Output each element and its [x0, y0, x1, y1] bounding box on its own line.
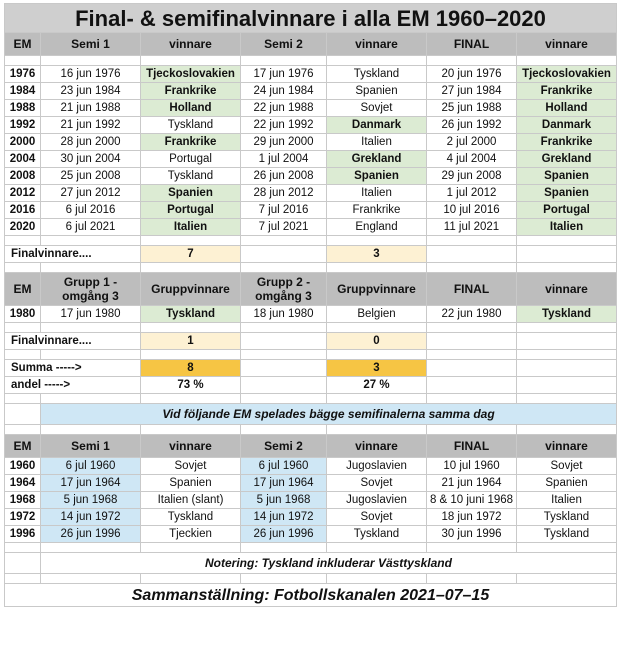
empty-cell [141, 574, 241, 584]
finalvinnare-label: Finalvinnare.... [5, 333, 141, 350]
semi1-date: 21 jun 1992 [41, 117, 141, 134]
table-row [5, 134, 617, 151]
empty-cell [427, 236, 517, 246]
table-row [5, 526, 617, 543]
semi2-date: 6 jul 1960 [241, 458, 327, 475]
final-date: 8 & 10 juni 1968 [427, 492, 517, 509]
semi1-winner: Holland [141, 100, 241, 117]
empty-cell [141, 394, 241, 404]
em-year: 2008 [5, 168, 41, 185]
em-year: 1964 [5, 475, 41, 492]
table-row [5, 475, 617, 492]
spreadsheet [4, 3, 616, 607]
empty-cell [241, 236, 327, 246]
empty-cell [141, 323, 241, 333]
empty-row [5, 323, 617, 333]
andel-semi1: 73 % [141, 377, 241, 394]
em-year: 1976 [5, 66, 41, 83]
semi1-winner: Portugal [141, 151, 241, 168]
final-date: 26 jun 1992 [427, 117, 517, 134]
semi2-date: 26 jun 1996 [241, 526, 327, 543]
column-header: vinnare [141, 435, 241, 458]
empty-cell [241, 333, 327, 350]
final-date: 25 jun 1988 [427, 100, 517, 117]
empty-cell [41, 574, 141, 584]
empty-cell [427, 350, 517, 360]
empty-cell [5, 394, 41, 404]
empty-cell [5, 404, 41, 425]
em-year: 1960 [5, 458, 41, 475]
empty-cell [427, 394, 517, 404]
em-winners-table [4, 3, 617, 607]
semi2-winner: Grekland [327, 151, 427, 168]
empty-cell [517, 543, 617, 553]
empty-row [5, 263, 617, 273]
table-row [5, 185, 617, 202]
empty-cell [427, 333, 517, 350]
final-winner: Frankrike [517, 134, 617, 151]
empty-cell [427, 263, 517, 273]
semi2-winner: Spanien [327, 168, 427, 185]
semi1-winner: Tyskland [141, 509, 241, 526]
empty-cell [427, 56, 517, 66]
summa-label: Summa -----> [5, 360, 141, 377]
semi2-winner: Sovjet [327, 475, 427, 492]
column-header: Semi 2 [241, 33, 327, 56]
semi1-date: 6 jul 1960 [41, 458, 141, 475]
column-header: EM [5, 273, 41, 306]
semi1-winner: Tyskland [141, 117, 241, 134]
empty-cell [517, 323, 617, 333]
empty-row [5, 236, 617, 246]
empty-cell [517, 236, 617, 246]
column-header: Semi 1 [41, 33, 141, 56]
final-date: 2 jul 2000 [427, 134, 517, 151]
semi1-date: 16 jun 1976 [41, 66, 141, 83]
semi2-date: 17 jun 1976 [241, 66, 327, 83]
semi2-winner: Danmark [327, 117, 427, 134]
finalvinnare-group1-count: 1 [141, 333, 241, 350]
column-header: FINAL [427, 33, 517, 56]
empty-cell [41, 323, 141, 333]
empty-cell [5, 350, 41, 360]
semi2-winner: Tyskland [327, 66, 427, 83]
column-header: Semi 2 [241, 435, 327, 458]
empty-cell [327, 350, 427, 360]
empty-cell [327, 56, 427, 66]
empty-cell [241, 350, 327, 360]
table-row [5, 151, 617, 168]
empty-cell [5, 56, 41, 66]
empty-cell [5, 543, 41, 553]
andel-semi2: 27 % [327, 377, 427, 394]
semi1-winner: Tjeckien [141, 526, 241, 543]
empty-row [5, 574, 617, 584]
column-header: EM [5, 435, 41, 458]
column-header: Grupp 2 - omgång 3 [241, 273, 327, 306]
empty-cell [241, 425, 327, 435]
empty-cell [427, 360, 517, 377]
final-date: 30 jun 1996 [427, 526, 517, 543]
final-winner: Italien [517, 492, 617, 509]
empty-cell [241, 360, 327, 377]
table-row [5, 202, 617, 219]
em-year: 1992 [5, 117, 41, 134]
empty-cell [327, 323, 427, 333]
em-year: 1980 [5, 306, 41, 323]
semi2-date: 28 jun 2012 [241, 185, 327, 202]
em-year: 1996 [5, 526, 41, 543]
semi1-date: 28 jun 2000 [41, 134, 141, 151]
empty-cell [41, 236, 141, 246]
em-year: 2016 [5, 202, 41, 219]
empty-cell [141, 425, 241, 435]
em-year: 2000 [5, 134, 41, 151]
table-row [5, 492, 617, 509]
same-day-notice: Vid följande EM spelades bägge semifinalerna samma dag [41, 404, 617, 425]
final-winner: Danmark [517, 117, 617, 134]
semi1-date: 21 jun 1988 [41, 100, 141, 117]
em-year: 1968 [5, 492, 41, 509]
semi2-winner: Jugoslavien [327, 492, 427, 509]
empty-cell [41, 394, 141, 404]
semi1-date: 27 jun 2012 [41, 185, 141, 202]
summa-row [5, 360, 617, 377]
table-row [5, 66, 617, 83]
em-year: 2012 [5, 185, 41, 202]
empty-cell [517, 360, 617, 377]
final-date: 11 jul 2021 [427, 219, 517, 236]
semi2-winner: Frankrike [327, 202, 427, 219]
column-header: vinnare [517, 435, 617, 458]
final-winner: Spanien [517, 185, 617, 202]
semi2-date: 14 jun 1972 [241, 509, 327, 526]
final-winner: Italien [517, 219, 617, 236]
group2-winner: Belgien [327, 306, 427, 323]
semi2-date: 22 jun 1988 [241, 100, 327, 117]
table-row [5, 509, 617, 526]
semi2-winner: Tyskland [327, 526, 427, 543]
semi1-date: 5 jun 1968 [41, 492, 141, 509]
em-year: 1988 [5, 100, 41, 117]
finalvinnare-label: Finalvinnare.... [5, 246, 141, 263]
final-winner: Frankrike [517, 83, 617, 100]
column-header: EM [5, 33, 41, 56]
empty-cell [241, 574, 327, 584]
empty-cell [241, 56, 327, 66]
finalvinnare-group2-count: 0 [327, 333, 427, 350]
final-winner: Tjeckoslovakien [517, 66, 617, 83]
final-date: 10 jul 1960 [427, 458, 517, 475]
semi1-winner: Frankrike [141, 134, 241, 151]
empty-cell [141, 236, 241, 246]
column-header: vinnare [327, 435, 427, 458]
em-year: 1984 [5, 83, 41, 100]
empty-cell [517, 377, 617, 394]
semi2-date: 7 jul 2016 [241, 202, 327, 219]
final-date: 29 jun 2008 [427, 168, 517, 185]
compilation-credit: Sammanställning: Fotbollskanalen 2021–07–15 [5, 584, 617, 607]
empty-cell [517, 56, 617, 66]
semi2-date: 29 jun 2000 [241, 134, 327, 151]
semi2-winner: Sovjet [327, 509, 427, 526]
semi1-date: 30 jun 2004 [41, 151, 141, 168]
final-winner: Holland [517, 100, 617, 117]
table-row [5, 83, 617, 100]
semi1-winner: Frankrike [141, 83, 241, 100]
column-header: vinnare [327, 33, 427, 56]
semi1-winner: Spanien [141, 475, 241, 492]
column-header: Grupp 1 - omgång 3 [41, 273, 141, 306]
final-winner: Tyskland [517, 526, 617, 543]
empty-row [5, 543, 617, 553]
semi1-winner: Italien [141, 219, 241, 236]
germany-note: Notering: Tyskland inkluderar Västtyskland [41, 553, 617, 574]
table-row [5, 168, 617, 185]
empty-cell [5, 574, 41, 584]
semi2-winner: Sovjet [327, 100, 427, 117]
title-row [5, 4, 617, 33]
final-date: 22 jun 1980 [427, 306, 517, 323]
semi2-date: 24 jun 1984 [241, 83, 327, 100]
table-row [5, 458, 617, 475]
final-date: 18 jun 1972 [427, 509, 517, 526]
andel-row [5, 377, 617, 394]
final-date: 20 jun 1976 [427, 66, 517, 83]
empty-cell [517, 394, 617, 404]
final-winner: Portugal [517, 202, 617, 219]
empty-cell [241, 323, 327, 333]
semi1-winner: Spanien [141, 185, 241, 202]
empty-cell [517, 350, 617, 360]
empty-cell [5, 553, 41, 574]
semi1-date: 17 jun 1964 [41, 475, 141, 492]
em-year: 2004 [5, 151, 41, 168]
group2-date: 18 jun 1980 [241, 306, 327, 323]
semi2-date: 22 jun 1992 [241, 117, 327, 134]
final-date: 4 jul 2004 [427, 151, 517, 168]
empty-cell [5, 236, 41, 246]
empty-cell [141, 543, 241, 553]
summa-semi1: 8 [141, 360, 241, 377]
semi1-winner: Portugal [141, 202, 241, 219]
table-row [5, 219, 617, 236]
empty-cell [41, 350, 141, 360]
semi1-date: 25 jun 2008 [41, 168, 141, 185]
column-header: Gruppvinnare [327, 273, 427, 306]
final-winner: Tyskland [517, 306, 617, 323]
empty-cell [427, 377, 517, 394]
group1-winner: Tyskland [141, 306, 241, 323]
empty-cell [5, 425, 41, 435]
empty-cell [141, 263, 241, 273]
empty-cell [5, 263, 41, 273]
final-winner: Sovjet [517, 458, 617, 475]
column-header: FINAL [427, 273, 517, 306]
column-header: vinnare [517, 273, 617, 306]
column-header: Gruppvinnare [141, 273, 241, 306]
finalvinnare-row-1 [5, 246, 617, 263]
empty-cell [427, 246, 517, 263]
semi2-date: 5 jun 1968 [241, 492, 327, 509]
empty-row [5, 56, 617, 66]
sheet-title: Final- & semifinalvinnare i alla EM 1960–2020 [5, 4, 617, 33]
empty-cell [427, 543, 517, 553]
empty-cell [241, 246, 327, 263]
semi1-winner: Tyskland [141, 168, 241, 185]
semi2-winner: Italien [327, 185, 427, 202]
group1-date: 17 jun 1980 [41, 306, 141, 323]
semi2-winner: Italien [327, 134, 427, 151]
empty-cell [141, 56, 241, 66]
final-date: 10 jul 2016 [427, 202, 517, 219]
semi1-winner: Sovjet [141, 458, 241, 475]
semi2-date: 17 jun 1964 [241, 475, 327, 492]
empty-cell [327, 574, 427, 584]
header-row-3 [5, 435, 617, 458]
empty-cell [327, 236, 427, 246]
empty-cell [41, 56, 141, 66]
semi2-date: 1 jul 2004 [241, 151, 327, 168]
empty-cell [241, 377, 327, 394]
column-header: vinnare [517, 33, 617, 56]
semi1-date: 23 jun 1984 [41, 83, 141, 100]
empty-cell [5, 323, 41, 333]
empty-cell [427, 574, 517, 584]
final-date: 21 jun 1964 [427, 475, 517, 492]
empty-row [5, 425, 617, 435]
semi1-date: 6 jul 2021 [41, 219, 141, 236]
empty-row [5, 350, 617, 360]
empty-cell [327, 263, 427, 273]
final-winner: Tyskland [517, 509, 617, 526]
empty-row [5, 394, 617, 404]
final-date: 1 jul 2012 [427, 185, 517, 202]
semi2-winner: Jugoslavien [327, 458, 427, 475]
semi1-winner: Tjeckoslovakien [141, 66, 241, 83]
empty-cell [427, 323, 517, 333]
empty-cell [41, 263, 141, 273]
table-row [5, 306, 617, 323]
semi1-date: 6 jul 2016 [41, 202, 141, 219]
semi2-winner: England [327, 219, 427, 236]
empty-cell [327, 543, 427, 553]
em-year: 1972 [5, 509, 41, 526]
andel-label: andel -----> [5, 377, 141, 394]
em-year: 2020 [5, 219, 41, 236]
empty-cell [517, 574, 617, 584]
empty-cell [241, 543, 327, 553]
final-date: 27 jun 1984 [427, 83, 517, 100]
final-winner: Grekland [517, 151, 617, 168]
empty-cell [427, 425, 517, 435]
header-row-1 [5, 33, 617, 56]
empty-cell [517, 263, 617, 273]
empty-cell [41, 543, 141, 553]
empty-cell [327, 394, 427, 404]
semi1-date: 14 jun 1972 [41, 509, 141, 526]
semi1-winner: Italien (slant) [141, 492, 241, 509]
column-header: FINAL [427, 435, 517, 458]
final-winner: Spanien [517, 168, 617, 185]
footer-row [5, 584, 617, 607]
empty-cell [141, 350, 241, 360]
column-header: vinnare [141, 33, 241, 56]
empty-cell [517, 425, 617, 435]
semi2-date: 26 jun 2008 [241, 168, 327, 185]
column-header: Semi 1 [41, 435, 141, 458]
empty-cell [517, 246, 617, 263]
finalvinnare-semi2-count: 3 [327, 246, 427, 263]
final-winner: Spanien [517, 475, 617, 492]
header-row-2 [5, 273, 617, 306]
semi1-date: 26 jun 1996 [41, 526, 141, 543]
notice-row [5, 404, 617, 425]
empty-cell [517, 333, 617, 350]
summa-semi2: 3 [327, 360, 427, 377]
empty-cell [327, 425, 427, 435]
empty-cell [241, 394, 327, 404]
empty-cell [241, 263, 327, 273]
semi2-date: 7 jul 2021 [241, 219, 327, 236]
table-row [5, 100, 617, 117]
finalvinnare-row-2 [5, 333, 617, 350]
empty-cell [41, 425, 141, 435]
semi2-winner: Spanien [327, 83, 427, 100]
note-row [5, 553, 617, 574]
table-row [5, 117, 617, 134]
finalvinnare-semi1-count: 7 [141, 246, 241, 263]
